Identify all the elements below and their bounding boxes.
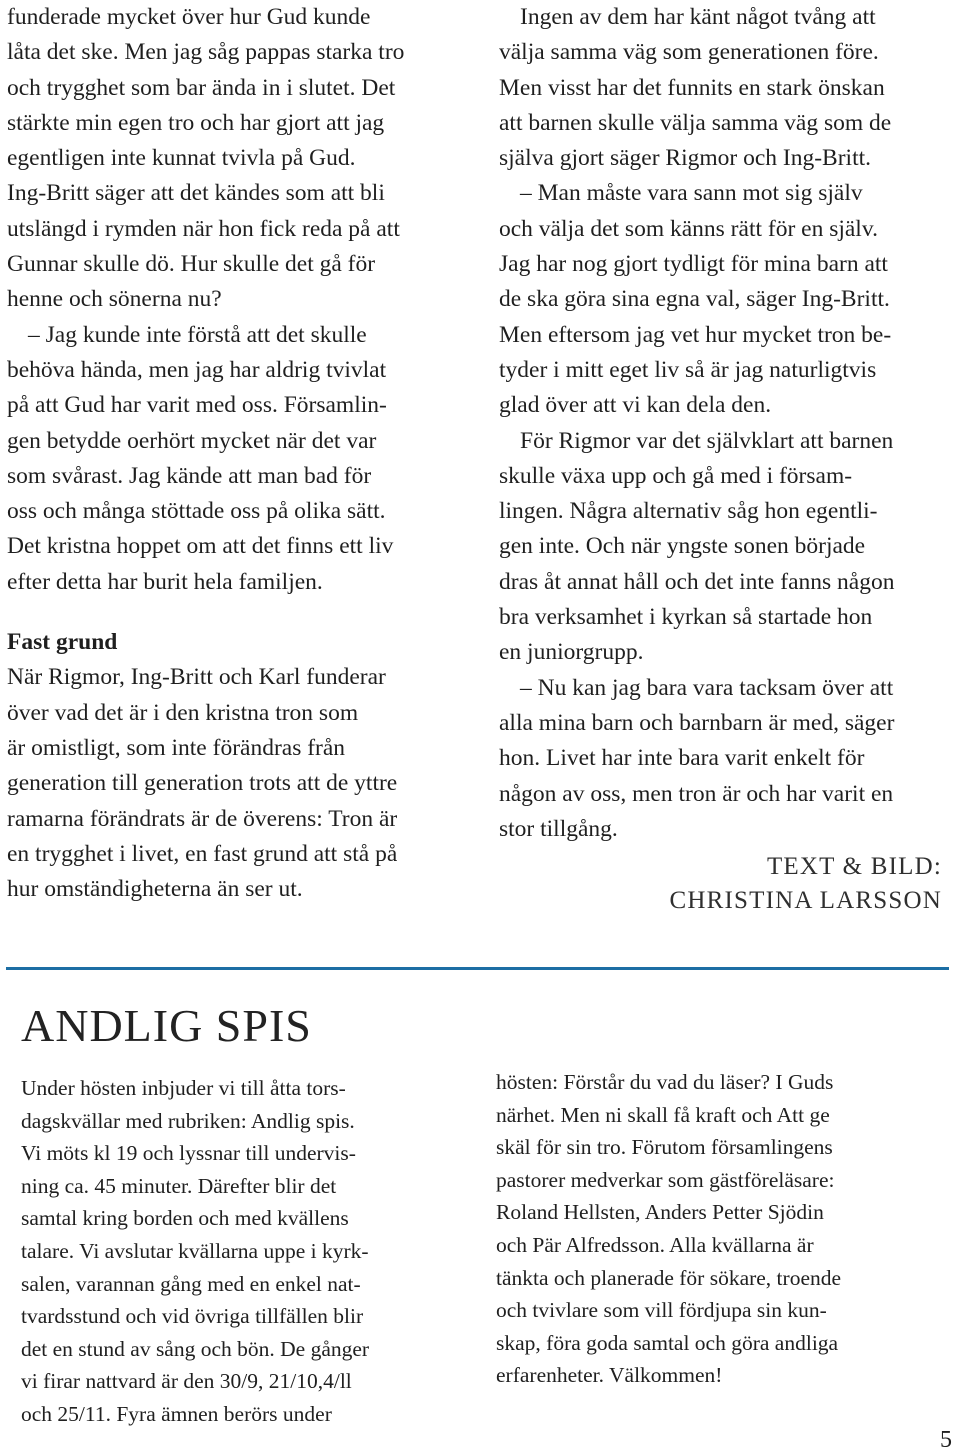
paragraph-right-1 <box>499 0 954 176</box>
text-line: – Man måste vara sann mot sig själv <box>520 180 863 207</box>
paragraph-right-2 <box>499 176 954 423</box>
text-line: gen betydde oerhört mycket när det var <box>7 427 377 454</box>
text-line: Men visst har det funnits en stark önskan <box>499 74 885 101</box>
text-line: någon av oss, men tron är och har varit en <box>499 780 894 807</box>
text-line: en juniorgrupp. <box>499 639 644 666</box>
text-line: samtal kring borden och med kvällens <box>21 1206 349 1231</box>
text-line: det en stund av sång och bön. De gånger <box>21 1336 370 1361</box>
text-line: hösten: Förstår du vad du läser? I Guds <box>496 1070 834 1094</box>
paragraph-left-2 <box>7 318 469 600</box>
text-line: skulle växa upp och gå med i försam- <box>499 462 853 489</box>
text-line: de ska göra sina egna val, säger Ing-Britt. <box>499 286 890 313</box>
text-line: stärkte min egen tro och har gjort att jag <box>7 109 385 136</box>
byline <box>669 850 942 918</box>
text-line: efter detta har burit hela familjen. <box>7 568 323 595</box>
text-line: bra verksamhet i kyrkan så startade hon <box>499 604 873 631</box>
text-line: och Pär Alfredsson. Alla kvällarna är <box>496 1232 814 1257</box>
text-line: gen inte. Och när yngste sonen började <box>499 533 866 560</box>
text-line: utslängd i rymden när hon fick reda på att <box>7 215 400 242</box>
text-line: egentligen inte kunnat tvivla på Gud. <box>7 145 356 172</box>
text-line: välja samma väg som generationen före. <box>499 39 879 66</box>
text-line: Men eftersom jag vet hur mycket tron be- <box>499 321 892 348</box>
text-line: på att Gud har varit med oss. Församlin- <box>7 392 387 419</box>
text-line: Gunnar skulle dö. Hur skulle det gå för <box>7 251 376 278</box>
text-line: Ing-Britt säger att det kändes som att bli <box>7 180 385 207</box>
text-line: pastorer medverkar som gästföreläsare: <box>496 1167 835 1192</box>
text-line: själva gjort säger Rigmor och Ing-Britt. <box>499 145 872 172</box>
text-line: talare. Vi avslutar kvällarna uppe i kyrk- <box>21 1238 369 1263</box>
text-line: dras åt annat håll och det inte fanns någon <box>499 568 895 595</box>
text-line: och tvivlare som vill fördjupa sin kun- <box>496 1298 827 1323</box>
paragraph-left-3 <box>7 660 469 907</box>
text-line: tänkta och planerade för sökare, troende <box>496 1265 842 1290</box>
paragraph-right-4 <box>499 671 954 847</box>
text-line: – Nu kan jag bara vara tacksam över att <box>520 674 894 701</box>
article-column-right <box>499 0 954 847</box>
text-line: – Jag kunde inte förstå att det skulle <box>28 321 367 348</box>
text-line: tvardsstund och vid övriga tillfällen blir <box>21 1304 364 1329</box>
text-line: funderade mycket över hur Gud kunde <box>7 4 371 30</box>
text-line: erfarenheter. Välkommen! <box>496 1363 723 1388</box>
byline-label: TEXT & BILD: <box>766 853 942 880</box>
text-line: är omistligt, som inte förändras från <box>7 734 346 761</box>
text-line: alla mina barn och barnbarn är med, säger <box>499 709 895 736</box>
text-line: Det kristna hoppet om att det finns ett liv <box>7 533 394 560</box>
text-line: hur omständigheterna än ser ut. <box>7 876 303 903</box>
andlig-spis-column-left <box>21 1072 471 1431</box>
text-line: glad över att vi kan dela den. <box>499 392 772 419</box>
text-line: oss och många stöttade oss på olika sätt. <box>7 498 386 525</box>
text-line: generation till generation trots att de yttre <box>7 770 398 797</box>
text-line: henne och sönerna nu? <box>7 286 222 313</box>
andlig-spis-title: ANDLIG SPIS <box>21 1000 312 1051</box>
text-line: skäl för sin tro. Förutom församlingens <box>496 1135 833 1160</box>
article-column-left <box>7 0 469 907</box>
text-line: När Rigmor, Ing-Britt och Karl funderar <box>7 664 386 691</box>
andlig-spis-column-right <box>496 1066 936 1392</box>
section-divider <box>6 967 949 970</box>
page-number: 5 <box>940 1427 952 1453</box>
text-line: salen, varannan gång med en enkel nat- <box>21 1271 361 1296</box>
text-line: ning ca. 45 minuter. Därefter blir det <box>21 1173 337 1198</box>
text-line: och trygghet som bar ända in i slutet. Det <box>7 74 396 101</box>
text-line: hon. Livet har inte bara varit enkelt för <box>499 745 865 772</box>
text-line: behöva hända, men jag har aldrig tvivlat <box>7 356 387 383</box>
text-line: närhet. Men ni skall få kraft och Att ge <box>496 1102 830 1127</box>
text-line: lingen. Några alternativ såg hon egentli- <box>499 498 878 525</box>
paragraph-left-1 <box>7 0 469 318</box>
text-line: skap, föra goda samtal och göra andliga <box>496 1330 839 1355</box>
text-line: För Rigmor var det självklart att barnen <box>520 427 894 454</box>
text-line: låta det ske. Men jag såg pappas starka tro <box>7 39 405 66</box>
text-line: Under hösten inbjuder vi till åtta tors- <box>21 1076 346 1100</box>
text-line: att barnen skulle välja samma väg som de <box>499 109 892 136</box>
subheading-fast-grund: Fast grund <box>7 629 118 656</box>
text-line: ramarna förändrats är de överens: Tron är <box>7 805 398 832</box>
paragraph-right-3 <box>499 424 954 671</box>
text-line: Ingen av dem har känt något tvång att <box>520 4 876 30</box>
text-line: och 25/11. Fyra ämnen berörs under <box>21 1401 332 1426</box>
text-line: en trygghet i livet, en fast grund att stå på <box>7 840 398 867</box>
byline-author: CHRISTINA LARSSON <box>669 887 942 914</box>
text-line: Vi möts kl 19 och lyssnar till undervis- <box>21 1141 356 1166</box>
text-line: Jag har nog gjort tydligt för mina barn att <box>499 251 888 278</box>
text-line: dagskvällar med rubriken: Andlig spis. <box>21 1108 355 1133</box>
text-line: som svårast. Jag kände att man bad för <box>7 462 372 489</box>
text-line: Roland Hellsten, Anders Petter Sjödin <box>496 1200 824 1225</box>
text-line: tyder i mitt eget liv så är jag naturligtvis <box>499 356 877 383</box>
text-line: stor tillgång. <box>499 815 618 842</box>
text-line: över vad det är i den kristna tron som <box>7 699 359 726</box>
text-line: och välja det som känns rätt för en själv. <box>499 215 878 242</box>
text-line: vi firar nattvard är den 30/9, 21/10,4/ll <box>21 1369 352 1394</box>
